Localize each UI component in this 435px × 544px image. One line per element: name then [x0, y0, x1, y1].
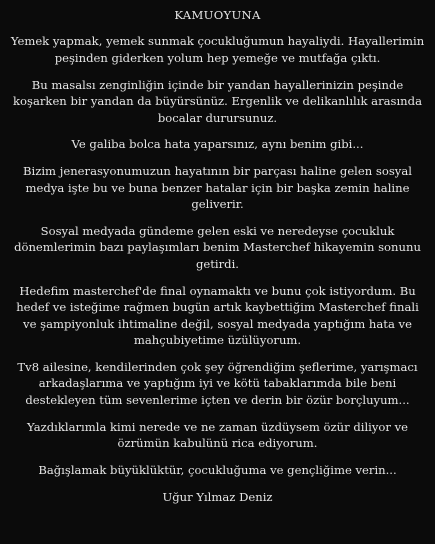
statement-paragraph-2: Bu masalsı zenginliğin içinde bir yandan hayallerinizin peşinde koşarken bir yandan da büyürsünüz. Ergenlik ve delikanlılık arasında bocalar durursunuz.	[13, 77, 422, 125]
statement-signature: Uğur Yılmaz Deniz	[162, 489, 273, 504]
statement-paragraph-4: Bizim jenerasyonumuzun hayatının bir parçası haline gelen sosyal medya işte bu ve buna benzer hatalar için bir başka zemin haline geliverir.	[23, 164, 412, 212]
statement-paragraph-9: Bağışlamak büyüklüktür, çocukluğuma ve gençliğime verin...	[38, 462, 397, 477]
statement-paragraph-3: Ve galiba bolca hata yaparsınız, aynı benim gibi...	[71, 137, 364, 152]
statement-paragraph-8: Yazdıklarımla kimi nerede ve ne zaman üzdüysem özür diliyor ve özrümün kabulünü rica ediyorum.	[26, 419, 409, 451]
statement-paragraph-7: Tv8 ailesine, kendilerinden çok şey öğrendiğim şeflerime, yarışmacı arkadaşlarıma ve yaptığım iyi ve kötü tabaklarımda bile beni destekleyen tüm sevenlerime içten ve derin bir özür borçluyum...	[17, 359, 418, 407]
statement-title: KAMUOYUNA	[174, 8, 261, 22]
statement-paragraph-5: Sosyal medyada gündeme gelen eski ve neredeyse çocukluk dönemlerimin bazı paylaşımları benim Masterchef hikayemin sonunu getirdi.	[14, 224, 421, 271]
statement-paragraph-6: Hedefim masterchef'de final oynamaktı ve bunu çok istiyordum. Bu hedef ve isteğime rağmen bugün artık kaybettiğim Masterchef finali ve şampiyonluk ihtimaline değil, sosyal medyada yaptığım hata ve mahçubiyetime üzülüyorum.	[16, 283, 419, 347]
statement-paragraph-1: Yemek yapmak, yemek sunmak çocukluğumun hayaliydi. Hayallerimin peşinden giderken yolum hep yemeğe ve mutfağa çıktı.	[10, 34, 425, 65]
